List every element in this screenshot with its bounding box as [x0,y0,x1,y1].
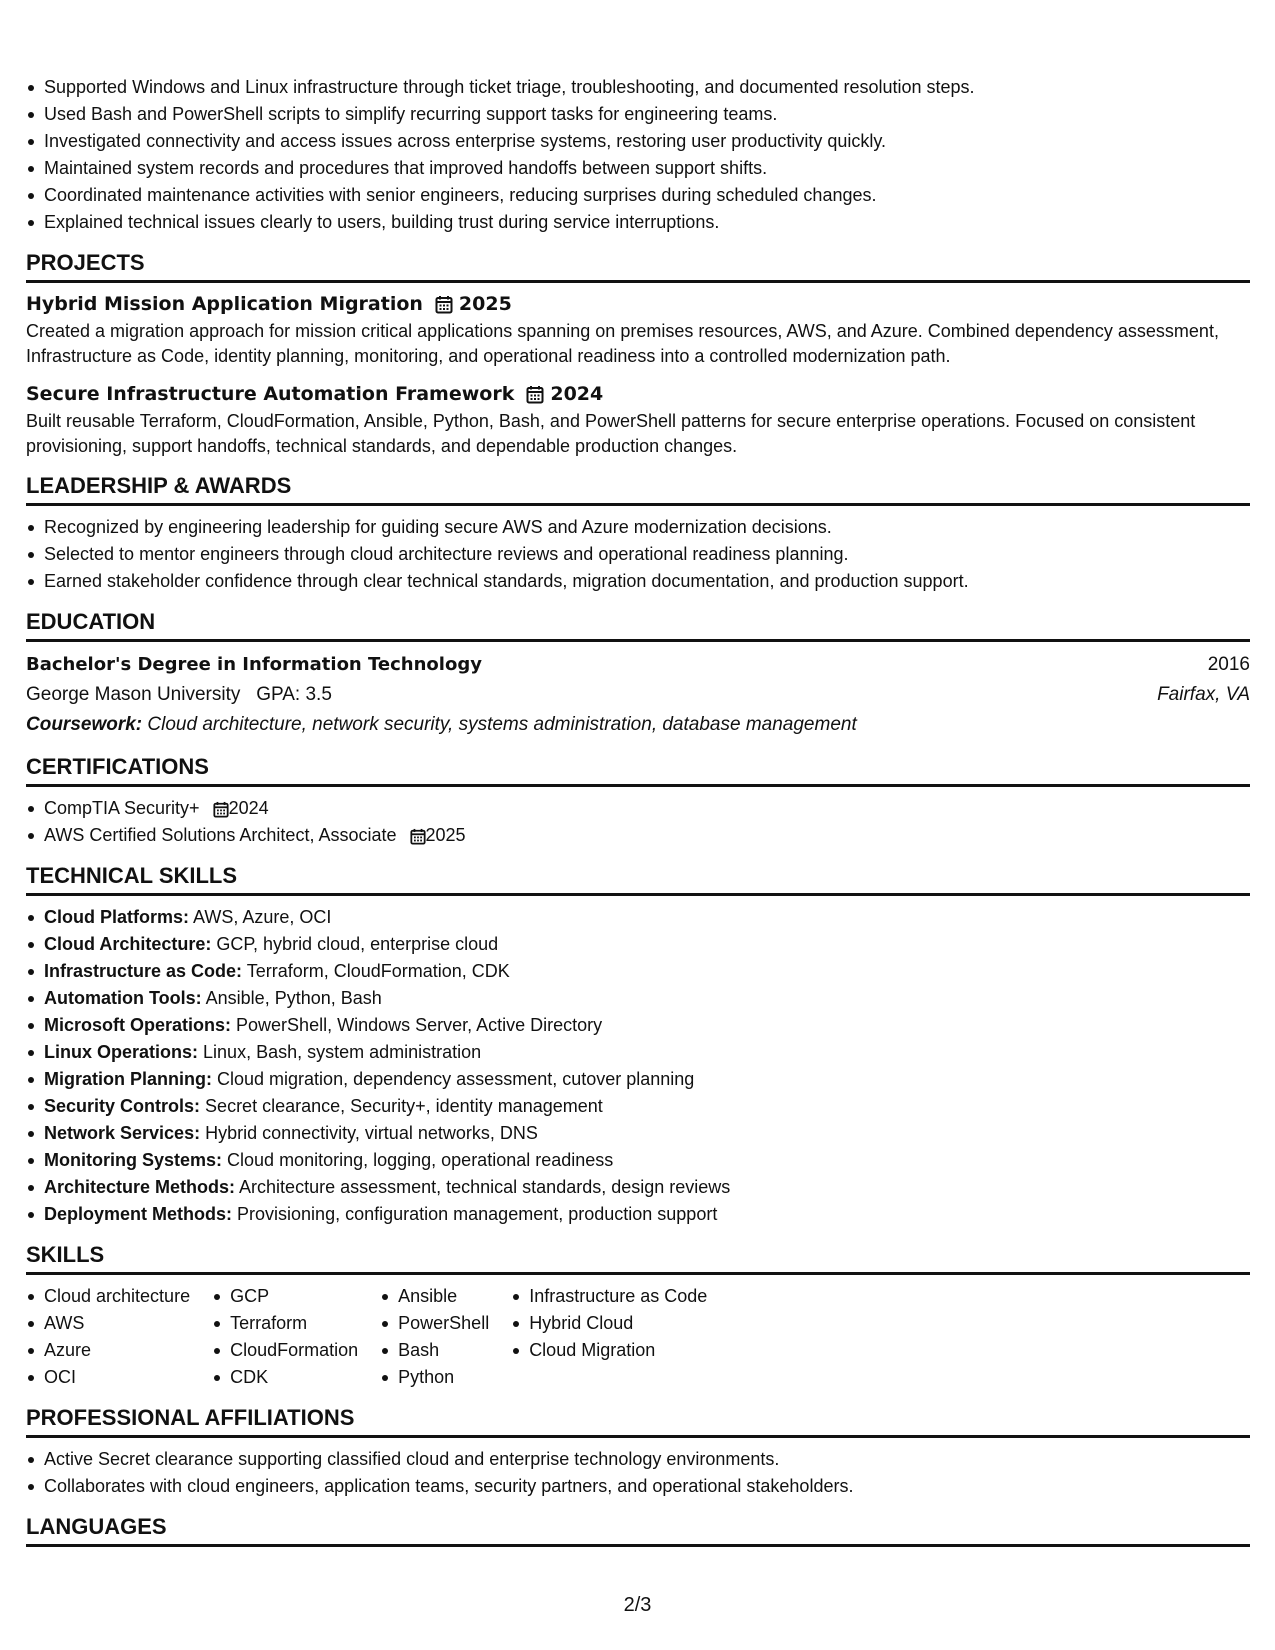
list-item: Supported Windows and Linux infrastructure through ticket triage, troubleshooting, and documented resolution steps. [26,74,1250,101]
skill-values: Cloud monitoring, logging, operational readiness [227,1150,614,1170]
skill-values: Secret clearance, Security+, identity management [205,1096,603,1116]
list-item: Used Bash and PowerShell scripts to simplify recurring support tasks for engineering teams. [26,101,1250,128]
list-item [26,958,1250,985]
list-item: Ansible [380,1283,489,1310]
project-name: Secure Infrastructure Automation Framework [26,383,515,405]
skill-values: Ansible, Python, Bash [205,988,382,1008]
project-name: Hybrid Mission Application Migration [26,293,423,315]
section-title: LEADERSHIP & AWARDS [26,473,1250,506]
school-name: George Mason University [26,684,241,705]
coursework-label: Coursework: [26,714,143,735]
list-item: Cloud Migration [511,1337,707,1364]
list-item [26,795,1250,822]
list-item: Selected to mentor engineers through cloud architecture reviews and operational readiness planning. [26,541,1250,568]
skill-category: Cloud Architecture: [44,934,212,954]
list-item [26,1120,1250,1147]
list-item [26,1012,1250,1039]
certifications-list [26,795,1250,849]
section-title: PROJECTS [26,250,1250,283]
skill-values: Terraform, CloudFormation, CDK [246,961,510,981]
list-item [26,1039,1250,1066]
skill-category: Monitoring Systems: [44,1150,223,1170]
skill-category: Cloud Platforms: [44,907,190,927]
skill-category: Network Services: [44,1123,201,1143]
page-number: 2/3 [623,1594,652,1616]
projects-section [26,250,1250,459]
list-item [26,1093,1250,1120]
skills-grid [26,1283,1250,1391]
skill-category: Infrastructure as Code: [44,961,243,981]
project-entry [26,381,1250,459]
list-item: Hybrid Cloud [511,1310,707,1337]
languages-section [26,1514,1250,1547]
skill-category: Linux Operations: [44,1042,199,1062]
list-item: Recognized by engineering leadership for guiding secure AWS and Azure modernization decisions. [26,514,1250,541]
skill-category: Deployment Methods: [44,1204,233,1224]
section-title: CERTIFICATIONS [26,754,1250,787]
certification-year: 2024 [228,798,269,818]
list-item: CloudFormation [212,1337,358,1364]
list-item [26,1174,1250,1201]
gpa: GPA: 3.5 [256,684,332,705]
list-item: PowerShell [380,1310,489,1337]
experience-bullet-list [26,74,1250,236]
skill-values: Hybrid connectivity, virtual networks, DNS [205,1123,538,1143]
list-item [26,904,1250,931]
list-item: Cloud architecture [26,1283,190,1310]
list-item: Investigated connectivity and access issues across enterprise systems, restoring user productivity quickly. [26,128,1250,155]
calendar-icon [410,828,426,845]
section-title: SKILLS [26,1242,1250,1275]
list-item: Azure [26,1337,190,1364]
skill-values: Linux, Bash, system administration [203,1042,482,1062]
project-entry [26,291,1250,369]
certification-year: 2025 [425,825,466,845]
skills-column [26,1283,190,1391]
list-item: AWS [26,1310,190,1337]
list-item: Collaborates with cloud engineers, application teams, security partners, and operational stakeholders. [26,1473,1250,1500]
education-section [26,609,1250,740]
calendar-icon [435,295,453,314]
project-year: 2024 [550,383,604,405]
project-year: 2025 [458,293,512,315]
section-title: TECHNICAL SKILLS [26,863,1250,896]
list-item: Explained technical issues clearly to users, building trust during service interruptions. [26,209,1250,236]
technical-skills-section [26,863,1250,1228]
list-item: Maintained system records and procedures that improved handoffs between support shifts. [26,155,1250,182]
certifications-section [26,754,1250,849]
coursework [26,710,1250,740]
technical-skills-list [26,904,1250,1228]
list-item: Python [380,1364,489,1391]
coursework-list: Cloud architecture, network security, systems administration, database management [147,714,857,735]
list-item: Coordinated maintenance activities with senior engineers, reducing surprises during scheduled changes. [26,182,1250,209]
calendar-icon [526,385,544,404]
section-title: EDUCATION [26,609,1250,642]
affiliations-section [26,1405,1250,1500]
list-item [26,1201,1250,1228]
project-description: Created a migration approach for mission critical applications spanning on premises resources, AWS, and Azure. Combined dependency assessment, Infrastructure as Code, identity planning, monitoring, and operational readiness into a controlled modernization path. [26,321,1219,366]
resume-page [26,74,1250,1547]
affiliations-list [26,1446,1250,1500]
project-description: Built reusable Terraform, CloudFormation, Ansible, Python, Bash, and PowerShell patterns for secure enterprise operations. Focused on consistent provisioning, support handoffs, technical standards, and dependable production changes. [26,411,1196,456]
list-item [26,1066,1250,1093]
list-item [26,822,1250,849]
skill-category: Architecture Methods: [44,1177,236,1197]
skill-category: Microsoft Operations: [44,1015,232,1035]
list-item: Bash [380,1337,489,1364]
list-item: Active Secret clearance supporting classified cloud and enterprise technology environments. [26,1446,1250,1473]
skill-values: AWS, Azure, OCI [193,907,332,927]
skill-values: GCP, hybrid cloud, enterprise cloud [216,934,499,954]
skill-category: Migration Planning: [44,1069,212,1089]
list-item: Earned stakeholder confidence through clear technical standards, migration documentation, and production support. [26,568,1250,595]
list-item: GCP [212,1283,358,1310]
school-location: Fairfax, VA [1157,684,1250,705]
calendar-icon [213,801,229,818]
skill-values: PowerShell, Windows Server, Active Directory [236,1015,603,1035]
skills-section [26,1242,1250,1391]
section-title: PROFESSIONAL AFFILIATIONS [26,1405,1250,1438]
skill-category: Automation Tools: [44,988,202,1008]
list-item [26,931,1250,958]
skill-values: Architecture assessment, technical standards, design reviews [239,1177,731,1197]
list-item: CDK [212,1364,358,1391]
list-item [26,985,1250,1012]
list-item [26,1147,1250,1174]
skills-column [212,1283,358,1391]
list-item: Infrastructure as Code [511,1283,707,1310]
degree-name: Bachelor's Degree in Information Technology [26,654,482,675]
skill-values: Provisioning, configuration management, production support [237,1204,718,1224]
graduation-year: 2016 [1207,654,1250,675]
skills-column [511,1283,707,1391]
leadership-section [26,473,1250,595]
section-title: LANGUAGES [26,1514,1250,1547]
skill-category: Security Controls: [44,1096,201,1116]
skill-values: Cloud migration, dependency assessment, cutover planning [217,1069,695,1089]
list-item: OCI [26,1364,190,1391]
list-item: Terraform [212,1310,358,1337]
skills-column [380,1283,489,1391]
certification-name: AWS Certified Solutions Architect, Associate [44,825,397,845]
certification-name: CompTIA Security+ [44,798,200,818]
leadership-list [26,514,1250,595]
